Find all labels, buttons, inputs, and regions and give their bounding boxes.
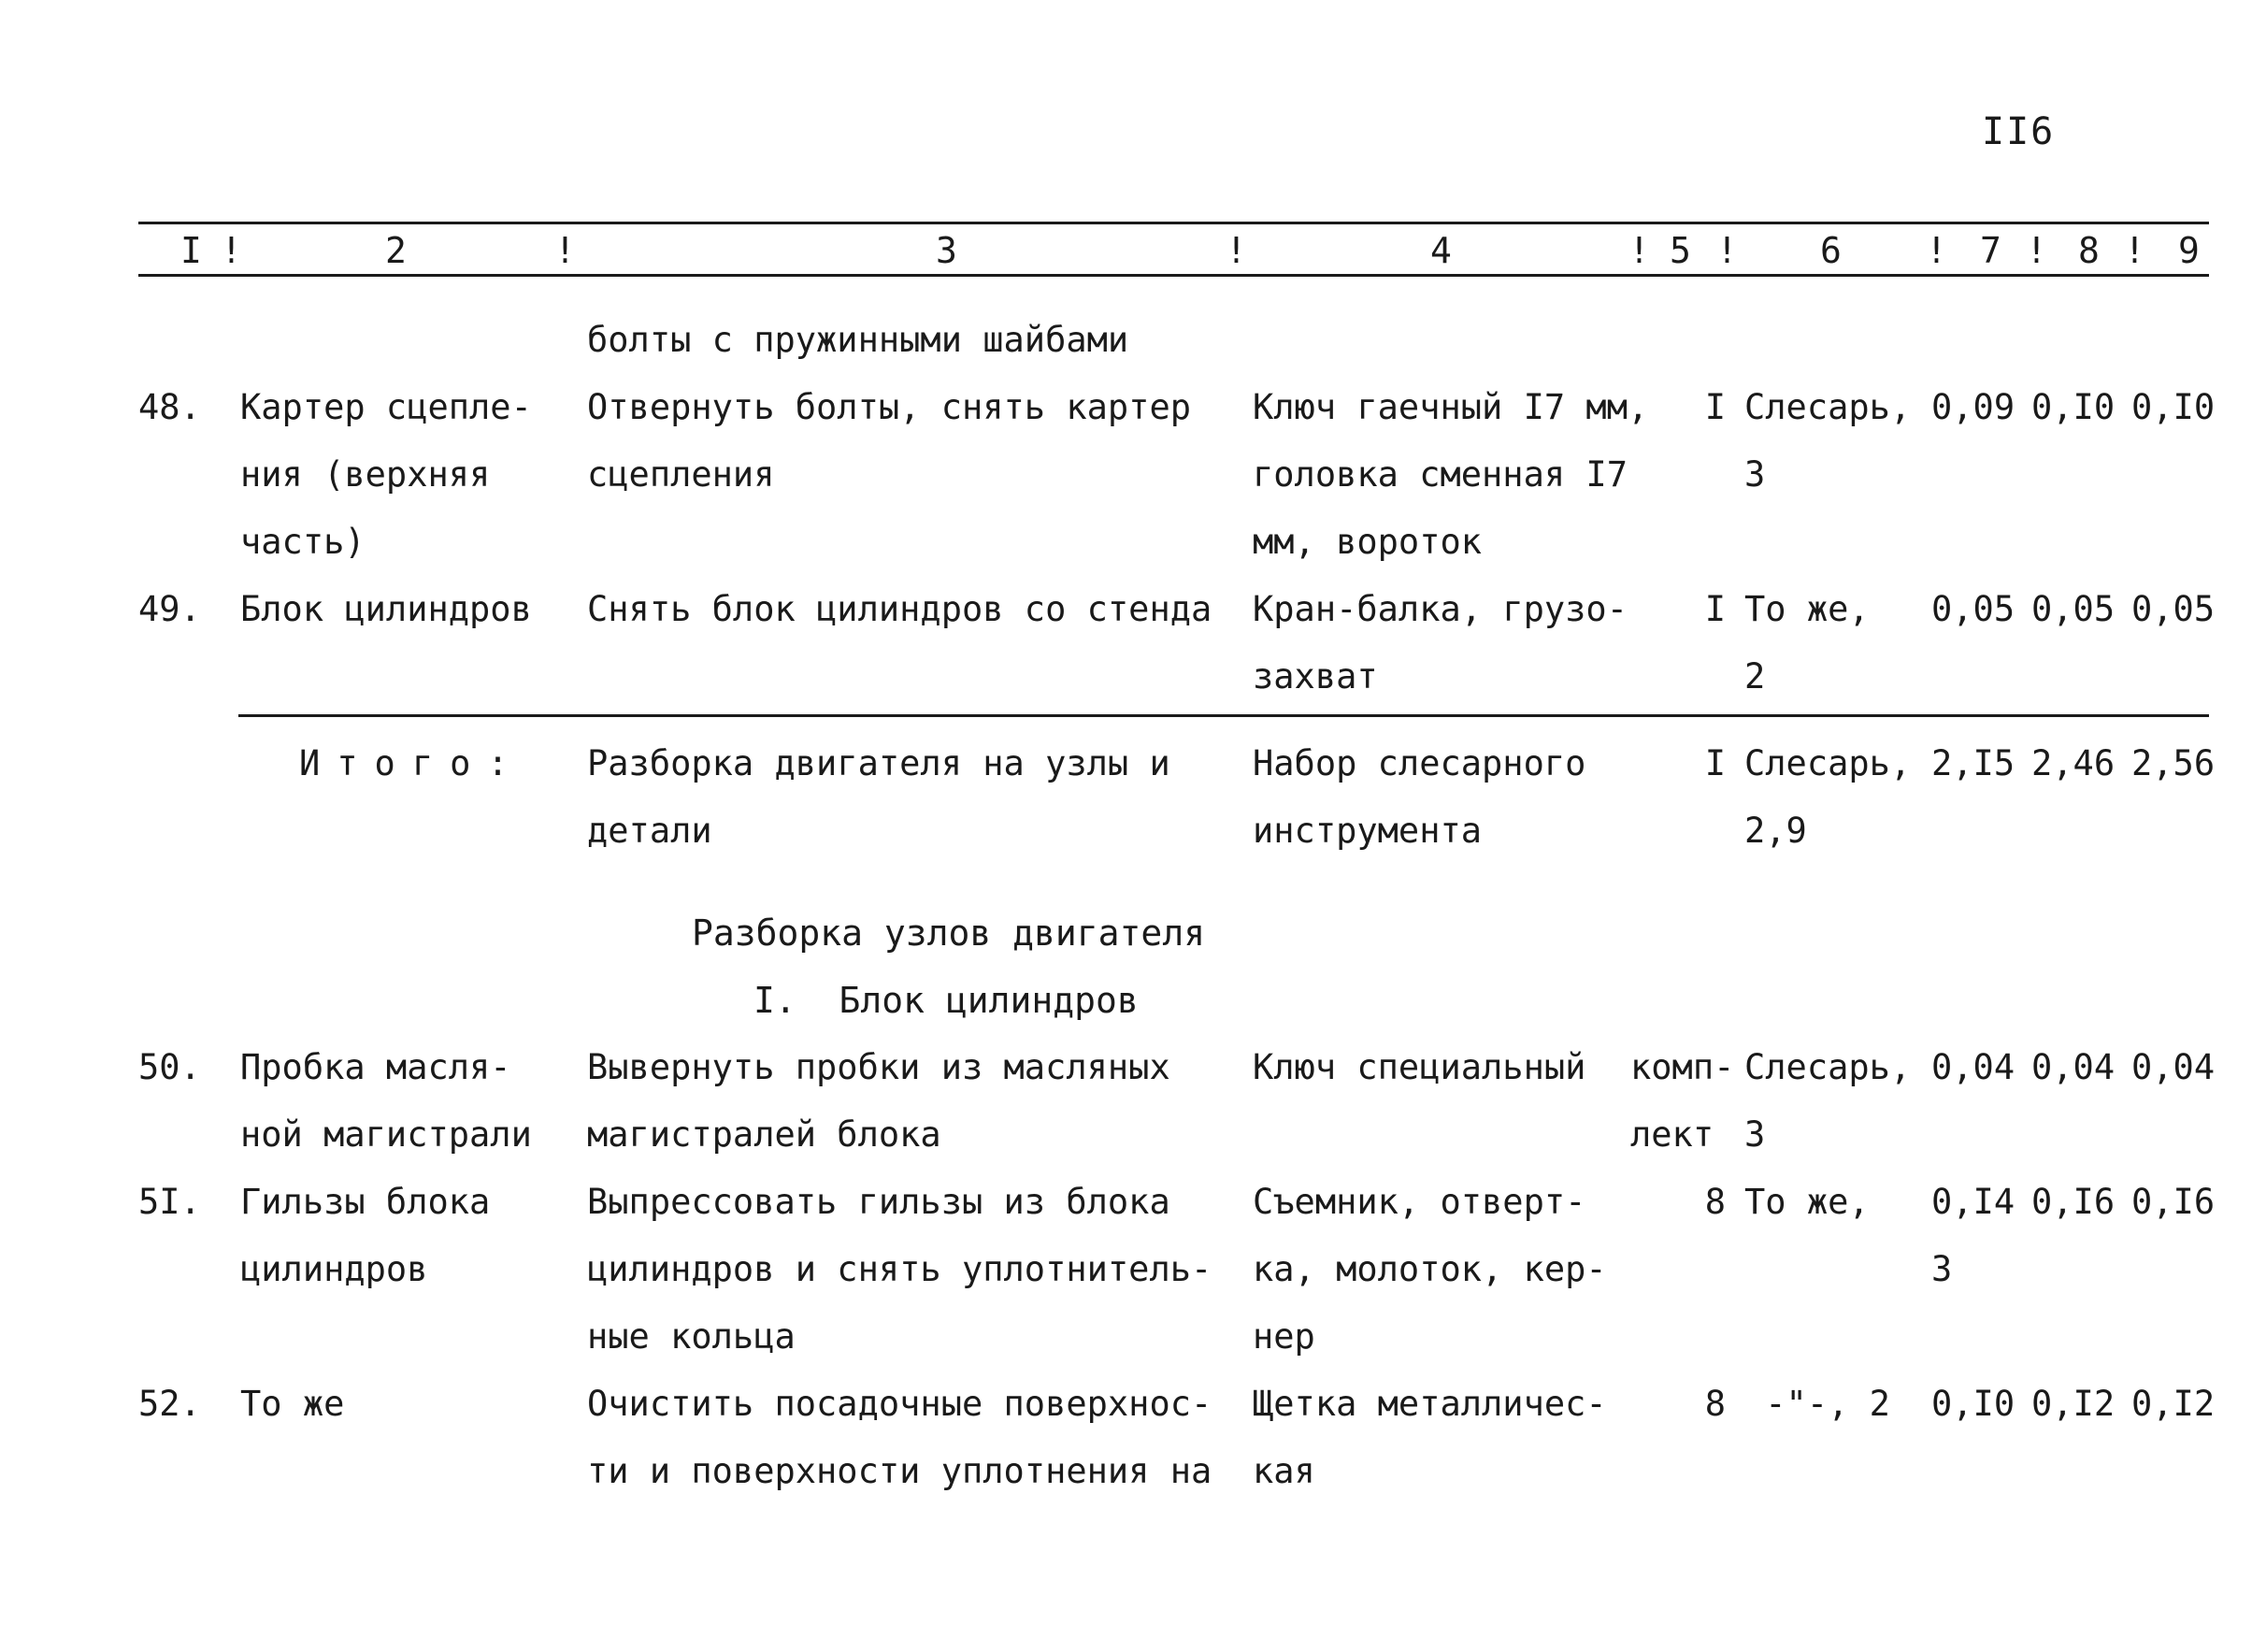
total-label: Итого: [299,743,525,783]
header-col-9: 9 [2178,230,2200,271]
time-col-9: 0,I0 [2131,387,2216,427]
total-rule [238,714,2209,717]
part-name-line: ной магистрали [240,1114,532,1155]
header-separator: ! [1226,230,1247,271]
time-col-9: 0,I2 [2131,1384,2216,1424]
row-number: 5I. [138,1182,201,1222]
tools-line: ка, молоток, кер- [1253,1249,1607,1289]
worker-line: -"-, 2 [1744,1384,1890,1424]
quantity-line: комп- [1630,1047,1735,1087]
tools-line: кая [1253,1451,1315,1491]
time-col-8: 0,I2 [2031,1384,2116,1424]
tools-line: Набор слесарного [1253,743,1586,783]
header-separator: ! [1716,230,1738,271]
header-col-3: 3 [936,230,957,271]
tools-line: Ключ гаечный I7 мм, [1253,387,1649,427]
worker-line: 2 [1744,656,1766,697]
worker-line: 2,9 [1744,811,1807,851]
operation-line: детали [587,811,712,851]
operation-line: Очистить посадочные поверхнос- [587,1384,1212,1424]
continuation-text: болты с пружинными шайбами [587,320,1129,360]
header-col-2: 2 [385,230,407,271]
operation-line: Вывернуть пробки из масляных [587,1047,1170,1087]
header-separator: ! [2124,230,2145,271]
operation-line: Разборка двигателя на узлы и [587,743,1170,783]
part-name-line: Картер сцепле- [240,387,532,427]
worker-line: Слесарь, [1744,1047,1912,1087]
operation-line: ти и поверхности уплотнения на [587,1451,1212,1491]
time-col-7-line: 3 [1931,1249,1953,1289]
time-col-7: 0,I4 [1931,1182,2015,1222]
header-separator: ! [2026,230,2047,271]
part-name-line: Пробка масля- [240,1047,511,1087]
tools-line: головка сменная I7 [1253,454,1628,495]
time-col-7: 0,05 [1931,589,2015,629]
time-col-8: 0,04 [2031,1047,2116,1087]
tools-line: Щетка металличес- [1253,1384,1607,1424]
operation-line: Отвернуть болты, снять картер [587,387,1192,427]
worker-line: То же, [1744,589,1870,629]
operation-line: Выпрессовать гильзы из блока [587,1182,1170,1222]
tools-line: захват [1253,656,1378,697]
tools-line: Съемник, отверт- [1253,1182,1586,1222]
time-col-8: 0,I6 [2031,1182,2116,1222]
operation-line: цилиндров и снять уплотнитель- [587,1249,1212,1289]
part-name-line: часть) [240,522,366,562]
worker-line: То же, [1744,1182,1870,1222]
time-col-7: 0,04 [1931,1047,2015,1087]
operation-line: Снять блок цилиндров со стенда [587,589,1212,629]
part-name-line: цилиндров [240,1249,428,1289]
worker-line: 3 [1744,454,1766,495]
tools-line: мм, вороток [1253,522,1483,562]
tools-line: инструмента [1253,811,1483,851]
header-col-1: I [180,230,202,271]
header-col-8: 8 [2078,230,2100,271]
header-col-7: 7 [1980,230,2001,271]
quantity: 8 [1704,1384,1726,1424]
header-separator: ! [1926,230,1947,271]
time-col-9: 0,05 [2131,589,2216,629]
header-bottom-rule [138,274,2209,277]
header-col-6: 6 [1820,230,1842,271]
quantity-line: лект [1630,1114,1714,1155]
time-col-8: 0,05 [2031,589,2116,629]
time-col-7: 2,I5 [1931,743,2015,783]
worker-line: Слесарь, [1744,743,1912,783]
operation-line: ные кольца [587,1316,796,1357]
operation-line: сцепления [587,454,775,495]
section-subtitle: I. Блок цилиндров [753,980,1139,1021]
header-separator: ! [1628,230,1650,271]
page-number: II6 [1982,110,2056,153]
worker-line: Слесарь, [1744,387,1912,427]
row-number: 49. [138,589,201,629]
time-col-8: 2,46 [2031,743,2116,783]
header-top-rule [138,222,2209,224]
quantity: 8 [1704,1182,1726,1222]
tools-line: Кран-балка, грузо- [1253,589,1628,629]
quantity: I [1704,387,1726,427]
row-number: 52. [138,1384,201,1424]
worker-line: 3 [1744,1114,1766,1155]
header-col-4: 4 [1430,230,1452,271]
header-col-5: 5 [1670,230,1691,271]
header-separator: ! [221,230,242,271]
part-name-line: Блок цилиндров [240,589,532,629]
quantity: I [1704,589,1726,629]
time-col-7: 0,I0 [1931,1384,2015,1424]
tools-line: нер [1253,1316,1315,1357]
section-title: Разборка узлов двигателя [692,912,1206,954]
part-name-line: ния (верхняя [240,454,491,495]
time-col-9: 0,04 [2131,1047,2216,1087]
part-name-line: Гильзы блока [240,1182,491,1222]
row-number: 50. [138,1047,201,1087]
quantity: I [1704,743,1726,783]
time-col-8: 0,I0 [2031,387,2116,427]
operation-line: магистралей блока [587,1114,941,1155]
header-separator: ! [554,230,576,271]
part-name-line: То же [240,1384,345,1424]
time-col-9: 2,56 [2131,743,2216,783]
row-number: 48. [138,387,201,427]
time-col-7: 0,09 [1931,387,2015,427]
tools-line: Ключ специальный [1253,1047,1586,1087]
time-col-9: 0,I6 [2131,1182,2216,1222]
